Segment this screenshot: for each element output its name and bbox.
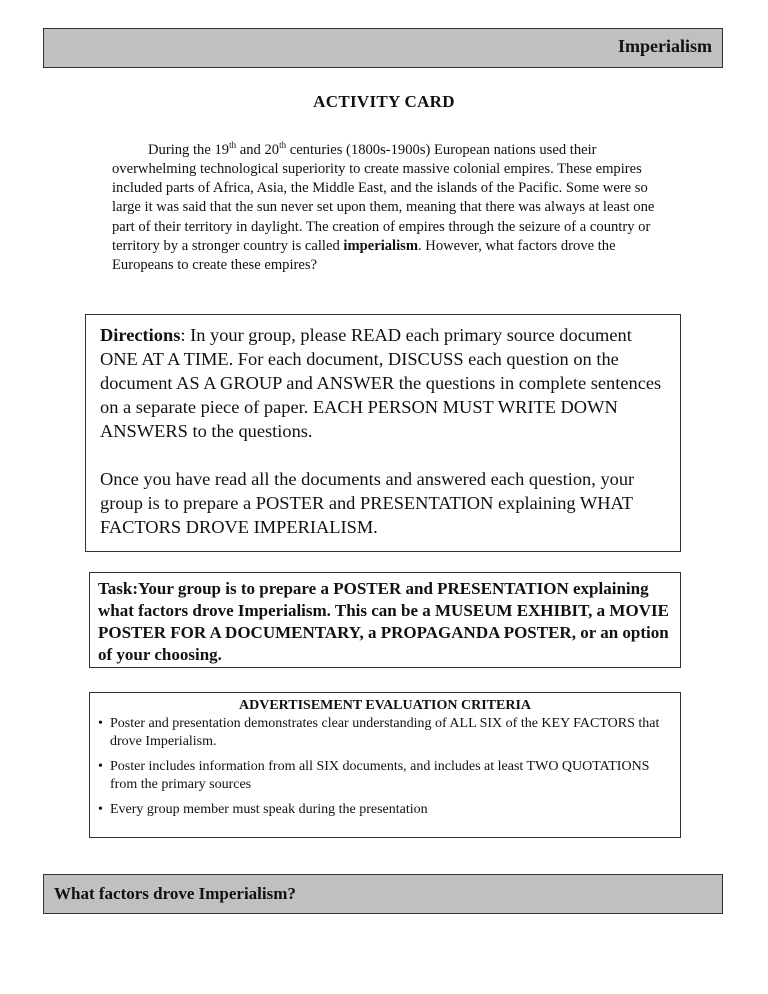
header-title: Imperialism: [618, 36, 712, 56]
intro-part-1: During the 19: [148, 141, 230, 158]
intro-part-3: centuries (1800s-1900s) European nations used their overwhelming technological superiority to create massive colonial empires. These empires included parts of Africa, Asia, the Middle East, and the islands of the Pacific. Some were so large it was said that the sun never set upon them, meaning that there was always at least one part of their territory in daylight. The creation of empires through the seizure of a country or territory by a stronger country is called: [112, 141, 655, 254]
intro-text: [112, 136, 668, 275]
criteria-item-text: Every group member must speak during the presentation: [110, 802, 428, 817]
directions-label: Directions: [100, 325, 181, 345]
bullet-icon: •: [98, 759, 103, 774]
activity-card-title: ACTIVITY CARD: [313, 92, 455, 111]
directions-text-1: : In your group, please READ each primary source document ONE AT A TIME. For each document, DISCUSS each question on the document AS A GROUP and ANSWER the questions in complete sentences on a separate piece of paper. EACH PERSON MUST WRITE DOWN ANSWERS to the questions.: [100, 325, 662, 441]
question-bar: [43, 874, 723, 914]
directions-paragraph-1: [100, 323, 666, 443]
criteria-box: [89, 692, 681, 838]
intro-sup-2: th: [279, 140, 287, 150]
criteria-list: [98, 715, 672, 819]
intro-bold-term: imperialism: [343, 237, 418, 254]
directions-box: [85, 314, 681, 552]
task-text: Task:Your group is to prepare a POSTER and PRESENTATION explaining what factors drove Imperialism. This can be a MUSEUM EXHIBIT, a MOVIE POSTER FOR A DOCUMENTARY, a PROPAGANDA POSTER, or an option of your choosing.: [98, 579, 669, 664]
criteria-item: [98, 715, 672, 751]
criteria-item: [98, 801, 672, 819]
intro-sup-1: th: [229, 140, 237, 150]
criteria-item-text: Poster includes information from all SIX documents, and includes at least TWO QUOTATIONS from the primary sources: [110, 759, 650, 792]
intro-paragraph: [112, 136, 668, 275]
task-box: [89, 572, 681, 668]
intro-part-2: and 20: [236, 141, 280, 158]
bullet-icon: •: [98, 802, 103, 817]
bullet-icon: •: [98, 716, 103, 731]
criteria-item-text: Poster and presentation demonstrates clear understanding of ALL SIX of the KEY FACTORS that drove Imperialism.: [110, 716, 660, 749]
header-banner: [43, 28, 723, 68]
question-text: What factors drove Imperialism?: [54, 884, 296, 903]
directions-paragraph-2: Once you have read all the documents and answered each question, your group is to prepare a POSTER and PRESENTATION explaining WHAT FACTORS DROVE IMPERIALISM.: [100, 469, 635, 537]
intro-part-4: . However, what factors drove the Europeans to create these empires?: [112, 237, 616, 274]
criteria-item: [98, 758, 672, 794]
criteria-title: ADVERTISEMENT EVALUATION CRITERIA: [238, 698, 532, 713]
